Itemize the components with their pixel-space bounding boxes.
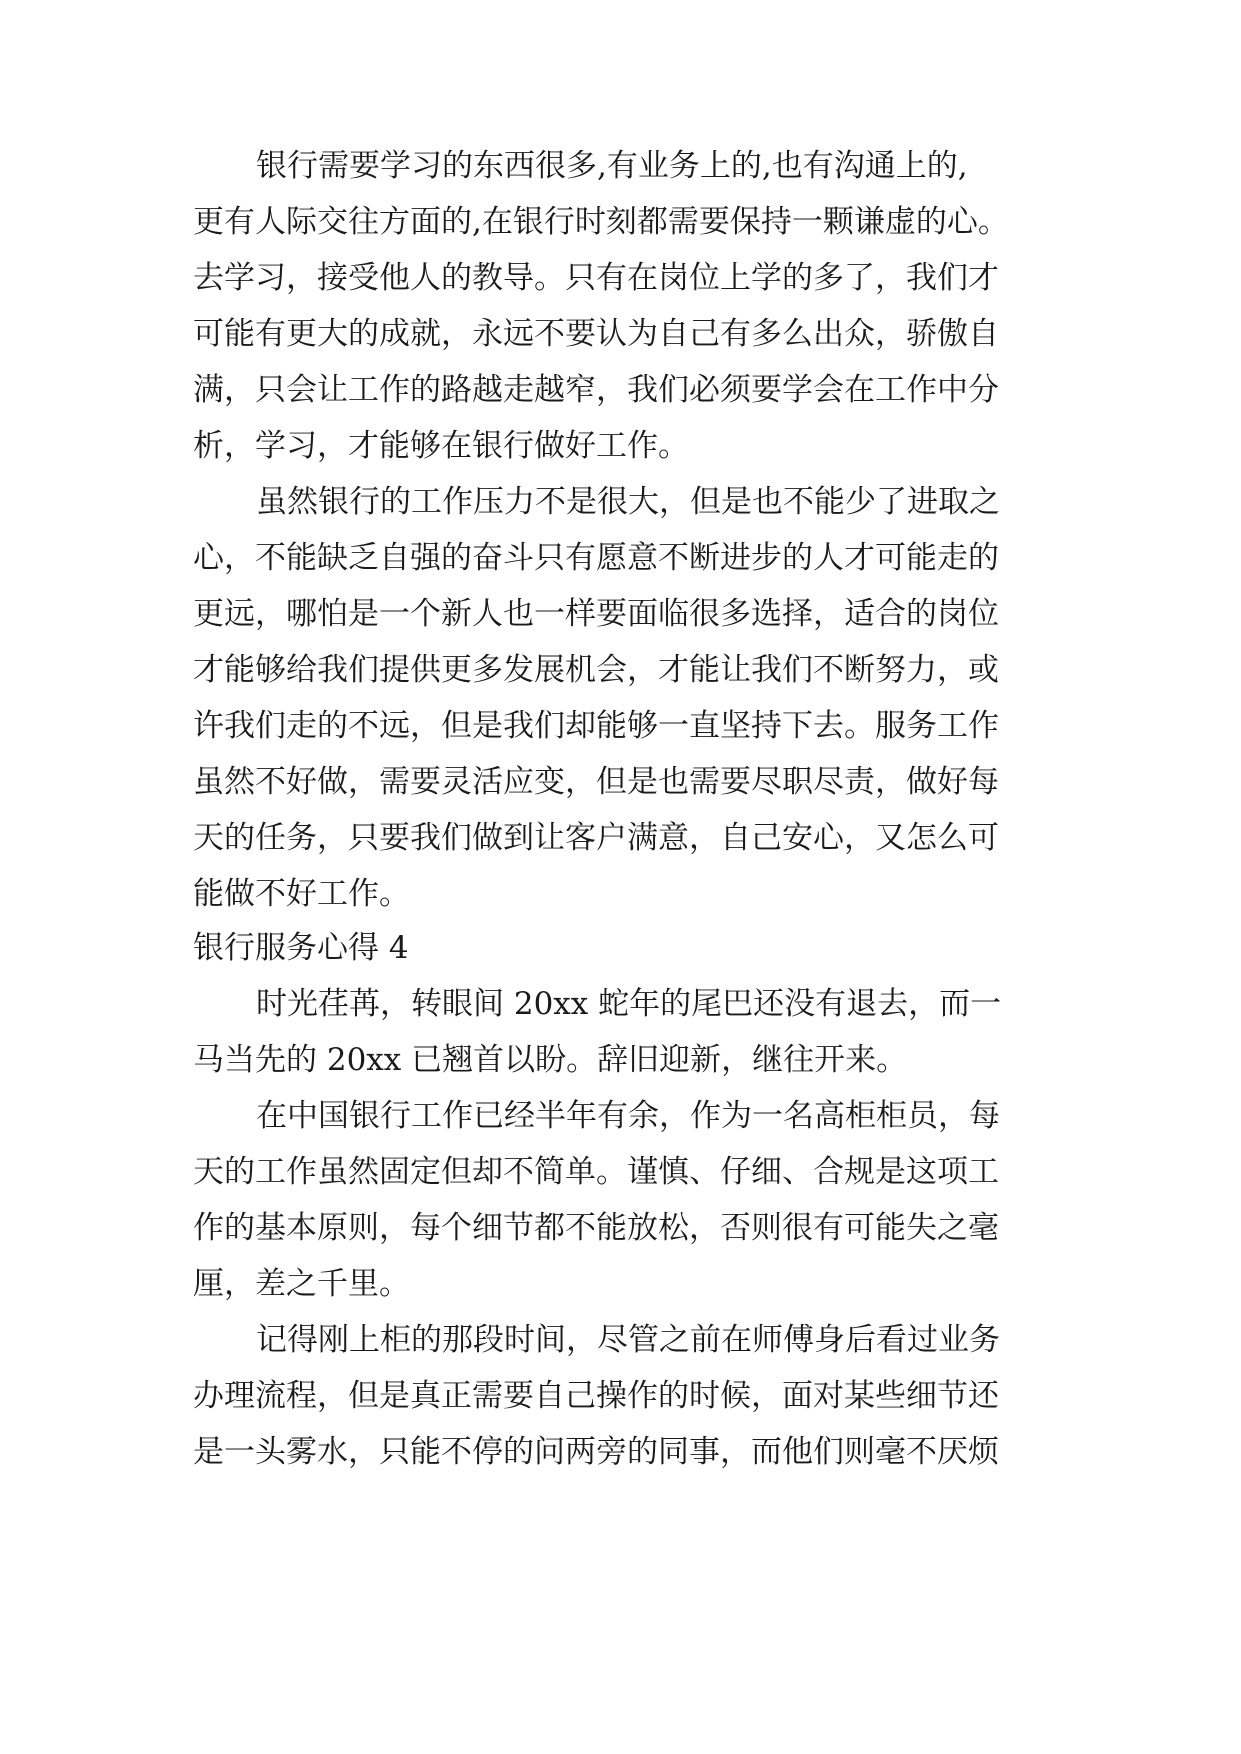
text-line: 许我们走的不远，但是我们却能够一直坚持下去。服务工作 — [193, 708, 999, 744]
text-line: 才能够给我们提供更多发展机会，才能让我们不断努力，或 — [193, 652, 999, 688]
text-line: 更远，哪怕是一个新人也一样要面临很多选择，适合的岗位 — [193, 596, 999, 632]
text-line: 记得刚上柜的那段时间，尽管之前在师傅身后看过业务 — [256, 1322, 1000, 1358]
text-line: 去学习，接受他人的教导。只有在岗位上学的多了，我们才 — [193, 260, 999, 296]
text-line: 天的任务，只要我们做到让客户满意，自己安心，又怎么可 — [193, 820, 999, 856]
section-heading: 银行服务心得 4 — [193, 930, 409, 966]
text-line: 虽然银行的工作压力不是很大，但是也不能少了进取之 — [256, 484, 1000, 520]
text-line: 在中国银行工作已经半年有余，作为一名高柜柜员，每 — [256, 1098, 1000, 1134]
text-line: 析，学习，才能够在银行做好工作。 — [193, 428, 689, 464]
text-line: 能做不好工作。 — [193, 876, 410, 912]
text-line: 天的工作虽然固定但却不简单。谨慎、仔细、合规是这项工 — [193, 1154, 999, 1190]
text-line: 银行需要学习的东西很多,有业务上的,也有沟通上的, — [256, 148, 968, 184]
text-line: 是一头雾水，只能不停的问两旁的同事，而他们则毫不厌烦 — [193, 1434, 999, 1470]
text-line: 虽然不好做，需要灵活应变，但是也需要尽职尽责，做好每 — [193, 764, 999, 800]
text-line: 厘，差之千里。 — [193, 1266, 410, 1302]
text-line: 办理流程，但是真正需要自己操作的时候，面对某些细节还 — [193, 1378, 999, 1414]
text-line: 更有人际交往方面的,在银行时刻都需要保持一颗谦虚的心。 — [193, 204, 1009, 240]
text-line: 时光荏苒，转眼间 20xx 蛇年的尾巴还没有退去，而一 — [256, 986, 1002, 1022]
text-line: 马当先的 20xx 已翘首以盼。辞旧迎新，继往开来。 — [193, 1042, 908, 1078]
text-line: 心，不能缺乏自强的奋斗只有愿意不断进步的人才可能走的 — [193, 540, 999, 576]
text-line: 作的基本原则，每个细节都不能放松，否则很有可能失之毫 — [193, 1210, 999, 1246]
text-line: 满，只会让工作的路越走越窄，我们必须要学会在工作中分 — [193, 372, 999, 408]
text-line: 可能有更大的成就，永远不要认为自己有多么出众，骄傲自 — [193, 316, 999, 352]
